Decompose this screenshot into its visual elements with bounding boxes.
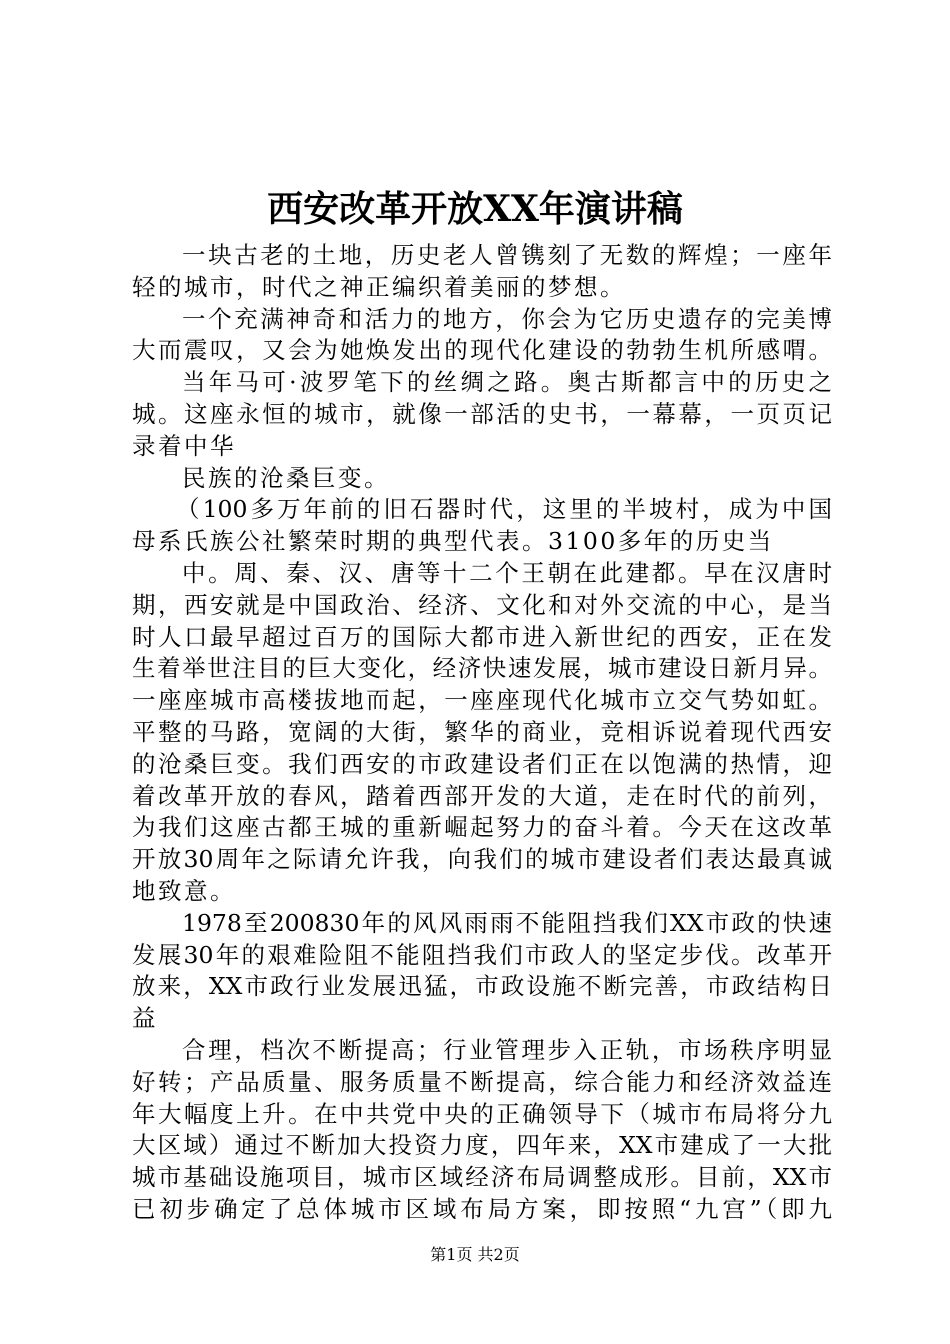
text-line: 发展30年的艰难险阻不能阻挡我们市政人的坚定步伐。改革开 (132, 940, 832, 969)
text-line: 已初步确定了总体城市区域布局方案，即按照“九宫”（即九 (132, 1194, 832, 1223)
text-line: 放来，XX市政行业发展迅猛，市政设施不断完善，市政结构日 (132, 972, 832, 1001)
text-line: 开放30周年之际请允许我，向我们的城市建设者们表达最真诚 (132, 845, 832, 874)
text-line: 时人口最早超过百万的国际大都市进入新世纪的西安，正在发 (132, 622, 832, 651)
text-line: 大区域）通过不断加大投资力度，四年来，XX市建成了一大批 (132, 1131, 832, 1160)
text-line: 一座座城市高楼拔地而起，一座座现代化城市立交气势如虹。 (132, 686, 832, 715)
text-line: 城市基础设施项目，城市区域经济布局调整成形。目前，XX市 (132, 1163, 832, 1192)
text-line: 一个充满神奇和活力的地方，你会为它历史遗存的完美博 (182, 304, 832, 333)
document-title: 西安改革开放XX年演讲稿 (267, 188, 683, 230)
text-line: （100多万年前的旧石器时代，这里的半坡村，成为中国 (176, 495, 832, 524)
text-line: 母系氏族公社繁荣时期的典型代表。3100多年的历史当 (132, 527, 774, 556)
text-line: 大而震叹，又会为她焕发出的现代化建设的勃勃生机所感喟。 (132, 336, 832, 365)
text-line: 地致意。 (132, 876, 236, 905)
document-body (132, 240, 832, 1226)
text-line: 着改革开放的春风，踏着西部开发的大道，走在时代的前列， (132, 781, 832, 810)
text-line: 的沧桑巨变。我们西安的市政建设者们正在以饱满的热情，迎 (132, 749, 832, 778)
text-line: 好转；产品质量、服务质量不断提高，综合能力和经济效益连 (132, 1067, 832, 1096)
text-line: 益 (132, 1004, 158, 1033)
text-line: 一块古老的土地，历史老人曾镌刻了无数的辉煌；一座年 (182, 241, 832, 269)
text-line: 轻的城市，时代之神正编织着美丽的梦想。 (132, 272, 626, 301)
text-line: 城。这座永恒的城市，就像一部活的史书，一幕幕，一页页记 (132, 399, 832, 428)
page-number: 第1页 共2页 (430, 1245, 520, 1264)
text-line: 录着中华 (132, 431, 236, 460)
text-line: 平整的马路，宽阔的大街，繁华的商业，竞相诉说着现代西安 (132, 717, 832, 746)
text-line: 年大幅度上升。在中共党中央的正确领导下（城市布局将分九 (132, 1099, 832, 1128)
text-line: 中。周、秦、汉、唐等十二个王朝在此建都。早在汉唐时 (182, 558, 832, 587)
text-line: 期，西安就是中国政治、经济、文化和对外交流的中心，是当 (132, 590, 832, 619)
text-line: 合理，档次不断提高；行业管理步入正轨，市场秩序明显 (182, 1035, 832, 1064)
text-line: 生着举世注目的巨大变化，经济快速发展，城市建设日新月异。 (132, 654, 832, 683)
text-line: 1978至200830年的风风雨雨不能阻挡我们XX市政的快速 (182, 908, 832, 937)
text-line: 当年马可·波罗笔下的丝绸之路。奥古斯都言中的历史之 (182, 368, 832, 397)
text-line: 为我们这座古都王城的重新崛起努力的奋斗着。今天在这改革 (132, 813, 832, 842)
text-line: 民族的沧桑巨变。 (182, 463, 390, 492)
